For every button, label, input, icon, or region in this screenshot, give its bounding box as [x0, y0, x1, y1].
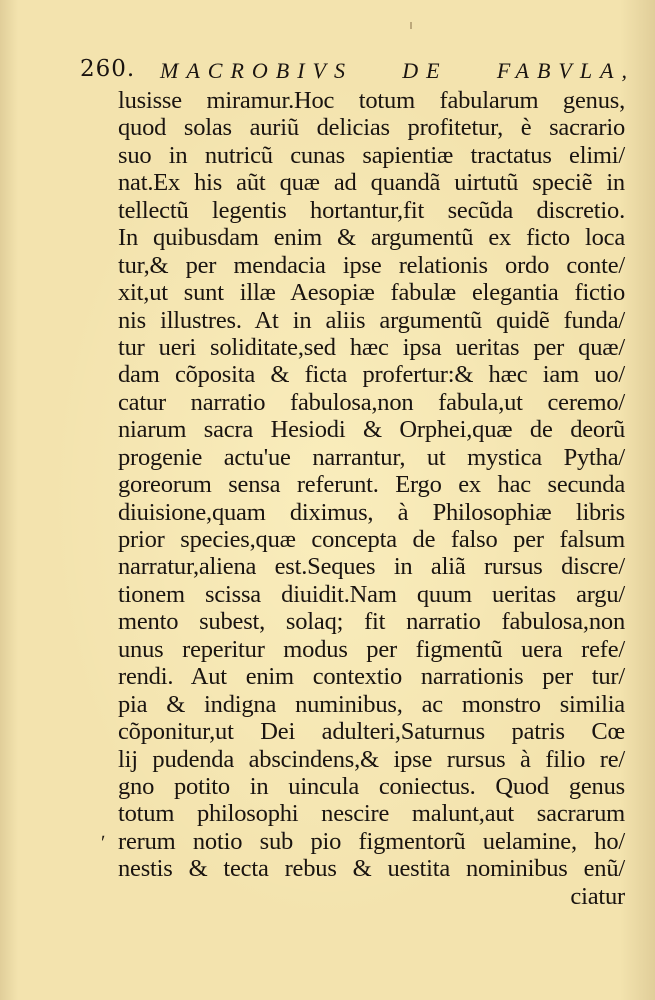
- text-line: quod solas auriũ delicias profitetur, è sacrario: [118, 114, 625, 142]
- text-line: lij pudenda abscindens,& ipse rursus à filio re/: [118, 745, 625, 773]
- text-line: tur ueri soliditate,sed hæc ipsa ueritas per quæ/: [118, 333, 625, 361]
- text-line: ciatur: [570, 882, 625, 910]
- text-line: narratur,aliena est.Seques in aliã rursus discre/: [118, 553, 625, 581]
- text-line: diuisione,quam diximus, à Philosophiæ libris: [118, 498, 625, 526]
- text-line: tur,& per mendacia ipse relationis ordo conte/: [118, 251, 625, 279]
- text-line: suo in nutricũ cunas sapientiæ tractatus elimi/: [118, 141, 625, 169]
- text-line: xit,ut sunt illæ Aesopiæ fabulæ elegantia fictio: [118, 279, 625, 307]
- text-line: prior species,quæ concepta de falso per falsum: [118, 526, 625, 553]
- page-header: [80, 56, 635, 86]
- text-line: nestis & tecta rebus & uestita nominibus enũ/: [118, 855, 625, 883]
- text-line: progenie actu'ue narrantur, ut mystica Pytha/: [118, 443, 625, 471]
- text-line: goreorum sensa referunt. Ergo ex hac secunda: [118, 471, 625, 499]
- text-line: pia & indigna numinibus, ac monstro similia: [118, 690, 625, 718]
- text-line: totum philosophi nescire malunt,aut sacrarum: [118, 800, 625, 828]
- marginal-mark: ʹ: [101, 832, 106, 854]
- text-block: [118, 87, 625, 910]
- text-line: In quibusdam enim & argumentũ ex ficto loca: [118, 224, 625, 252]
- running-head: MACROBIVS DE FABVLA,: [160, 58, 635, 83]
- text-line: tellectũ legentis hortantur,fit secũda discretio.: [118, 196, 625, 224]
- text-line: rerum notio sub pio figmentorũ uelamine, ho/: [118, 827, 625, 855]
- text-line: cõponitur,ut Dei adulteri,Saturnus patris Cœ: [118, 718, 625, 746]
- text-line: mento subest, solaq; fit narratio fabulosa,non: [118, 608, 625, 636]
- text-line: nis illustres. At in aliis argumentũ quidẽ funda/: [118, 306, 625, 334]
- text-line: gno potito in uincula coniectus. Quod genus: [118, 772, 625, 800]
- paper-speck: [410, 22, 412, 29]
- text-line: rendi. Aut enim contextio narrationis per tur/: [118, 663, 625, 691]
- text-line: catur narratio fabulosa,non fabula,ut ceremo/: [118, 388, 625, 416]
- text-line: lusisse miramur.Hoc totum fabularum genus,: [118, 87, 625, 114]
- page-number: 260.: [80, 56, 136, 82]
- text-line: tionem scissa diuidit.Nam quum ueritas argu/: [118, 580, 625, 608]
- text-line: dam cõposita & ficta profertur:& hæc iam uo/: [118, 361, 625, 389]
- text-line: nat.Ex his aũt quæ ad quandã uirtutũ speciẽ in: [118, 169, 625, 197]
- text-line: unus reperitur modus per figmentũ uera refe/: [118, 635, 625, 663]
- text-line: niarum sacra Hesiodi & Orphei,quæ de deorũ: [118, 416, 625, 444]
